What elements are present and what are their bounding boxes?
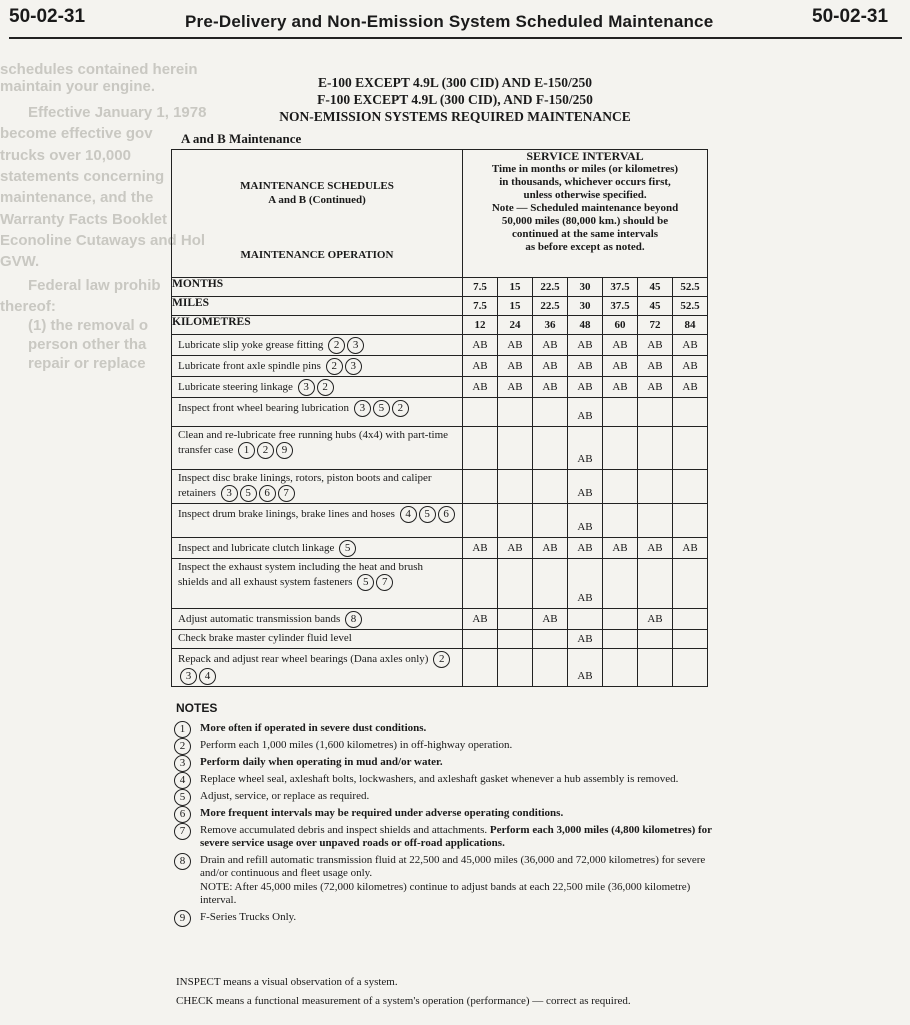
operation-label [172,559,463,609]
doc-title-line-1: E-100 EXCEPT 4.9L (300 CID) AND E-150/250 [318,75,592,90]
schedule-cell [533,427,568,470]
schedule-cell: AB [638,377,673,398]
operation-label [172,377,463,398]
schedule-cell [638,649,673,687]
operation-text: Repack and adjust rear wheel bearings (Dana axles only) [178,653,432,666]
note-ref-circle: 5 [240,485,257,502]
interval-value: 84 [673,316,708,335]
ghost-line: thereof: [0,298,56,315]
ghost-line: schedules contained herein [0,61,198,78]
schedule-cell [673,470,708,504]
note-ref-circle: 2 [433,651,450,668]
note-text: Drain and refill automatic transmission fluid at 22,500 and 45,000 miles (36,000 and 72,000 kilometres) for severe and/or continuous and fleet usage only. [200,854,706,879]
schedule-cell [498,504,533,538]
ghost-line: GVW. [0,253,40,270]
schedule-cell [498,398,533,427]
interval-row-label: KILOMETRES [172,316,463,335]
maintenance-operation-row [172,427,708,470]
operation-label [172,504,463,538]
schedule-cell: AB [463,377,498,398]
operation-text: Inspect disc brake linings, rotors, piston boots and caliper retainers [178,472,432,500]
schedule-cell [673,427,708,470]
operation-text: Inspect drum brake linings, brake lines and hoses [178,508,398,521]
note-ref-circle: 2 [392,400,409,417]
interval-value: 37.5 [603,297,638,316]
operation-text: Adjust automatic transmission bands [178,613,343,626]
schedule-cell: AB [568,649,603,687]
maintenance-operation-row [172,356,708,377]
note-item [174,824,714,850]
interval-row-kilometres [172,316,708,335]
service-interval-header [463,150,708,278]
note-item [174,854,714,907]
schedule-cell: AB [463,335,498,356]
ghost-line: Econoline Cutaways and Hol [0,232,206,249]
schedule-cell [673,504,708,538]
doc-title-line-3: NON-EMISSION SYSTEMS REQUIRED MAINTENANCE [279,109,631,124]
header-row [172,150,708,278]
schedule-cell [638,630,673,649]
note-ref-circle: 1 [174,721,191,738]
interval-value: 22.5 [533,297,568,316]
schedule-cell [498,470,533,504]
note-ref-circle: 2 [257,442,274,459]
service-interval-line: in thousands, whichever occurs first, [499,176,671,188]
schedule-cell [673,649,708,687]
page-title: Pre-Delivery and Non-Emission System Scheduled Maintenance [185,12,714,31]
maintenance-operation-row [172,538,708,559]
ghost-line: Federal law prohib [28,277,161,294]
note-item [174,773,714,786]
ghost-line: Warranty Facts Booklet [0,211,167,228]
schedule-cell: AB [673,356,708,377]
schedule-cell [463,398,498,427]
interval-value: 52.5 [673,278,708,297]
maintenance-operation-row [172,504,708,538]
schedule-cell [533,630,568,649]
note-item [174,790,714,803]
schedule-cell: AB [533,538,568,559]
schedule-cell [463,649,498,687]
schedule-cell [638,427,673,470]
left-header-line-3: MAINTENANCE OPERATION [240,249,394,261]
interval-value: 52.5 [673,297,708,316]
notes-title: NOTES [176,701,218,715]
maintenance-operation-row [172,335,708,356]
note-ref-circle: 3 [221,485,238,502]
note-text: Adjust, service, or replace as required. [200,790,370,802]
schedule-cell [463,470,498,504]
maintenance-schedule-table [171,149,708,687]
note-text-bold: Perform each 3,000 miles (4,800 kilometres) for severe service usage over unpaved roads or off-road applications. [200,824,712,849]
service-interval-line: as before except as noted. [525,241,645,253]
interval-value: 45 [638,278,673,297]
schedule-cell [533,398,568,427]
interval-value: 15 [498,297,533,316]
schedule-cell: AB [463,538,498,559]
schedule-cell: AB [673,377,708,398]
schedule-cell [533,504,568,538]
schedule-cell: AB [568,427,603,470]
note-ref-circle: 2 [317,379,334,396]
definition-check: CHECK means a functional measurement of a system's operation (performance) — correct as required. [176,995,631,1007]
ghost-line: maintain your engine. [0,78,156,95]
interval-value: 22.5 [533,278,568,297]
note-ref-circle: 3 [347,337,364,354]
interval-value: 72 [638,316,673,335]
note-ref-circle: 4 [199,668,216,685]
interval-row-miles [172,297,708,316]
service-interval-title: SERVICE INTERVAL [526,149,644,163]
operation-text: Lubricate slip yoke grease fitting [178,339,327,352]
ghost-line: maintenance, and the [0,189,154,206]
schedule-cell: AB [638,356,673,377]
interval-value: 12 [463,316,498,335]
schedule-cell: AB [568,470,603,504]
schedule-cell [568,609,603,630]
schedule-cell: AB [533,609,568,630]
maintenance-operation-row [172,649,708,687]
schedule-cell: AB [638,538,673,559]
page-number-right: 50-02-31 [812,6,889,27]
service-interval-line: unless otherwise specified. [523,189,647,201]
schedule-cell: AB [638,609,673,630]
operation-label [172,609,463,630]
maintenance-operation-row [172,609,708,630]
note-ref-circle: 3 [298,379,315,396]
interval-value: 15 [498,278,533,297]
schedule-cell: AB [568,630,603,649]
schedule-cell [673,609,708,630]
interval-value: 24 [498,316,533,335]
operation-label [172,398,463,427]
schedule-cell [498,649,533,687]
schedule-cell: AB [498,356,533,377]
schedule-cell [603,649,638,687]
schedule-cell [533,649,568,687]
schedule-cell [603,559,638,609]
operation-text: Inspect the exhaust system including the heat and brush shields and all exhaust system fasteners [178,561,423,589]
note-text: Perform daily when operating in mud and/or water. [200,756,443,768]
interval-value: 48 [568,316,603,335]
schedule-cell: AB [638,335,673,356]
schedule-cell [638,504,673,538]
note-text: F-Series Trucks Only. [200,911,297,923]
interval-row-months [172,278,708,297]
schedule-cell [463,559,498,609]
operation-text: Lubricate front axle spindle pins [178,360,324,373]
schedule-cell: AB [568,559,603,609]
note-subnote: NOTE: After 45,000 miles (72,000 kilometres) continue to adjust bands at each 22,500 mile (36,000 kilometre) interval. [200,881,691,906]
schedule-cell: AB [603,335,638,356]
operation-label [172,649,463,687]
schedule-cell [673,559,708,609]
schedule-cell: AB [568,398,603,427]
schedule-cell [463,630,498,649]
schedule-cell [533,470,568,504]
interval-row-label: MONTHS [172,278,463,297]
left-header-line-1: MAINTENANCE SCHEDULES [240,180,394,192]
header-rule [9,37,902,39]
operation-text: Check brake master cylinder fluid level [178,632,352,644]
note-text: Remove accumulated debris and inspect shields and attachments. [200,824,488,836]
notes-list [174,722,714,928]
schedule-cell: AB [568,335,603,356]
schedule-cell [603,504,638,538]
schedule-cell [638,470,673,504]
schedule-cell [603,398,638,427]
note-ref-circle: 3 [180,668,197,685]
maintenance-operation-row [172,398,708,427]
service-interval-line: continued at the same intervals [512,228,659,240]
schedule-cell [673,398,708,427]
note-ref-circle: 5 [357,574,374,591]
schedule-cell [533,559,568,609]
note-item [174,722,714,735]
note-ref-circle: 2 [328,337,345,354]
left-header-line-2: A and B (Continued) [268,194,366,206]
schedule-cell [603,427,638,470]
operation-text: Inspect front wheel bearing lubrication [178,402,352,415]
note-ref-circle: 7 [278,485,295,502]
operation-text: Clean and re-lubricate free running hubs (4x4) with part-time transfer case [178,429,449,457]
note-ref-circle: 5 [373,400,390,417]
schedule-cell: AB [533,377,568,398]
note-ref-circle: 2 [326,358,343,375]
page-header [0,0,910,44]
schedule-cell [498,559,533,609]
note-item [174,911,714,924]
schedule-cell [498,427,533,470]
operation-label [172,356,463,377]
interval-row-label: MILES [172,297,463,316]
note-text: Perform each 1,000 miles (1,600 kilometres) in off-highway operation. [200,739,513,751]
schedule-cell: AB [533,356,568,377]
doc-title-line-2: F-100 EXCEPT 4.9L (300 CID), AND F-150/250 [317,92,593,107]
schedule-cell: AB [498,335,533,356]
schedule-cell [463,504,498,538]
ghost-line: person other tha [28,336,147,353]
operation-label [172,470,463,504]
schedule-cell: AB [603,538,638,559]
note-ref-circle: 4 [400,506,417,523]
note-ref-circle: 4 [174,772,191,789]
note-ref-circle: 6 [438,506,455,523]
note-text: More frequent intervals may be required under adverse operating conditions. [200,807,564,819]
note-item [174,807,714,820]
schedule-cell [673,630,708,649]
schedule-cell [638,559,673,609]
operation-text: Lubricate steering linkage [178,381,296,394]
maintenance-operation-row [172,630,708,649]
maintenance-operation-row [172,559,708,609]
note-ref-circle: 2 [174,738,191,755]
schedule-cell: AB [568,377,603,398]
ghost-line: statements concerning [0,168,165,185]
schedule-cell: AB [603,356,638,377]
ghost-line: repair or replace [28,355,146,372]
note-ref-circle: 3 [354,400,371,417]
interval-value: 45 [638,297,673,316]
note-ref-circle: 6 [259,485,276,502]
note-ref-circle: 9 [276,442,293,459]
note-ref-circle: 7 [376,574,393,591]
interval-value: 37.5 [603,278,638,297]
ghost-line: (1) the removal o [28,317,149,334]
schedule-cell: AB [673,538,708,559]
ghost-line: become effective gov [0,125,153,142]
interval-value: 7.5 [463,278,498,297]
schedule-cell: AB [603,377,638,398]
service-interval-line: 50,000 miles (80,000 km.) should be [501,215,669,227]
ghost-line: Effective January 1, 1978 [28,104,207,121]
schedule-cell: AB [533,335,568,356]
service-interval-line: Note — Scheduled maintenance beyond [491,202,679,214]
note-ref-circle: 3 [174,755,191,772]
schedule-cell: AB [568,356,603,377]
operation-text: Inspect and lubricate clutch linkage [178,542,338,555]
schedule-cell [638,398,673,427]
schedule-cell: AB [673,335,708,356]
left-header-cell [172,150,463,278]
interval-value: 30 [568,278,603,297]
note-ref-circle: 7 [174,823,191,840]
note-ref-circle: 5 [419,506,436,523]
schedule-cell [603,609,638,630]
schedule-cell [498,609,533,630]
schedule-cell [603,470,638,504]
note-ref-circle: 6 [174,806,191,823]
schedule-cell [498,630,533,649]
note-text: Replace wheel seal, axleshaft bolts, lockwashers, and axleshaft gasket whenever a hub assembly is removed. [200,773,679,785]
interval-value: 30 [568,297,603,316]
schedule-cell: AB [463,609,498,630]
page-number-left: 50-02-31 [9,6,86,27]
operation-label [172,335,463,356]
interval-value: 60 [603,316,638,335]
schedule-cell: AB [498,538,533,559]
ghost-line: trucks over 10,000 [0,147,131,164]
schedule-cell: AB [568,538,603,559]
schedule-cell [603,630,638,649]
schedule-cell: AB [463,356,498,377]
note-ref-circle: 9 [174,910,191,927]
maintenance-operation-row [172,377,708,398]
operation-label [172,630,463,649]
definitions [176,973,716,1011]
note-ref-circle: 5 [174,789,191,806]
interval-value: 7.5 [463,297,498,316]
note-item [174,756,714,769]
operation-label [172,538,463,559]
operation-label [172,427,463,470]
note-ref-circle: 8 [174,853,191,870]
section-label: A and B Maintenance [181,131,302,146]
service-interval-line: Time in months or miles (or kilometres) [491,163,679,175]
note-ref-circle: 8 [345,611,362,628]
maintenance-operation-row [172,470,708,504]
schedule-cell: AB [568,504,603,538]
note-item [174,739,714,752]
note-text: More often if operated in severe dust conditions. [200,722,427,734]
note-ref-circle: 3 [345,358,362,375]
definition-inspect: INSPECT means a visual observation of a system. [176,976,398,988]
note-ref-circle: 5 [339,540,356,557]
note-ref-circle: 1 [238,442,255,459]
interval-value: 36 [533,316,568,335]
schedule-cell [463,427,498,470]
schedule-cell: AB [498,377,533,398]
